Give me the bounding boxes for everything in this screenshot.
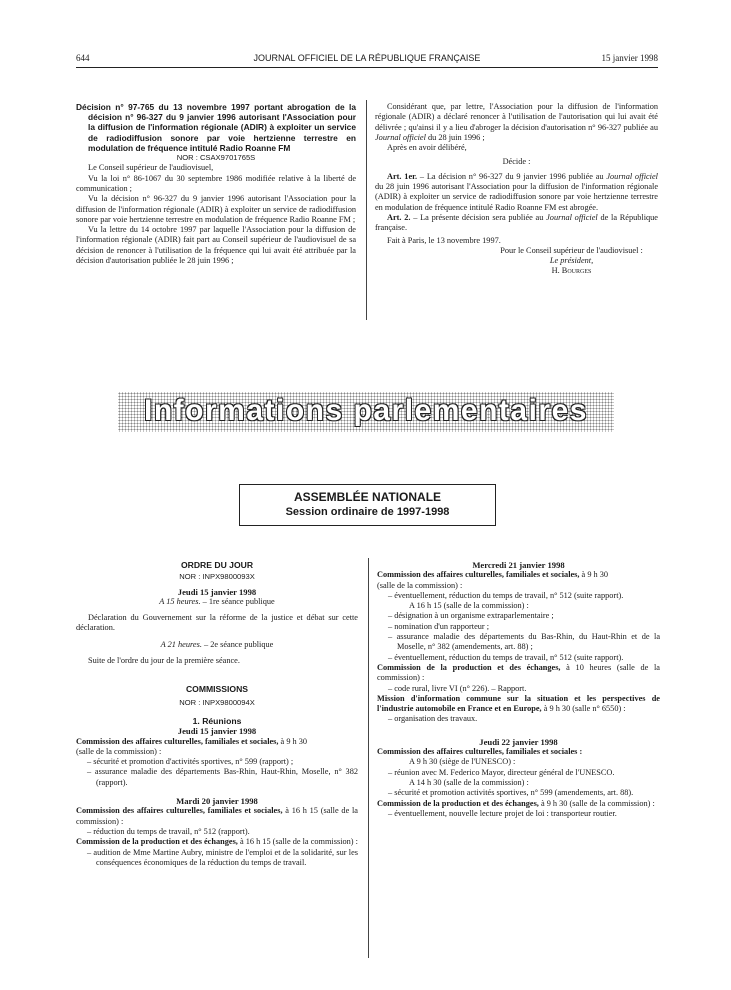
page-number: 644 <box>76 53 90 63</box>
commissions-day-1: Jeudi 15 janvier 1998 <box>177 726 257 737</box>
d4-item-2: – sécurité et promotion activités sportives, n° 599 (amendements, art. 88). <box>388 788 634 798</box>
decision-para-3: Vu la décision n° 96-327 du 9 janvier 1996 autorisant l'Association pour la diffusion de l'information régionale (ADIR) à exploiter un service de radiodiffusion sonore par voie hertzienne terrestre en modulation de fréquence Radio Roanne FM ; <box>76 194 356 224</box>
d4-commission-2: Commission de la production et des échanges, à 9 h 30 (salle de la commission) : <box>377 798 655 808</box>
page-header <box>76 53 658 67</box>
assemblee-nationale-box <box>239 484 496 526</box>
considerant: Considérant que, par lettre, l'Association pour la diffusion de l'information régionale (ADIR) a déclaré renoncer à l'utilisation de l'autorisation qui lui avait été délivrée ; qu'ainsi il y a lieu d'abroger la décision d'autorisation n° 96-327 publiée au Journal officiel du 28 juin 1996 ; <box>375 102 658 142</box>
ordre-day: Jeudi 15 janvier 1998 <box>177 586 257 597</box>
journal-title: JOURNAL OFFICIEL DE LA RÉPUBLIQUE FRANÇAISE <box>253 53 481 63</box>
d2-commission: Commission des affaires culturelles, familiales et sociales, à 16 h 15 (salle de la commission) : <box>76 806 358 826</box>
commissions-nor: NOR : INPX9800094X <box>179 697 255 707</box>
d2-item-1: – réduction du temps de travail, n° 512 (rapport). <box>87 826 250 836</box>
ordre-du-jour-heading: ORDRE DU JOUR <box>180 560 254 570</box>
decide: Décide : <box>502 157 531 167</box>
d2-commission-2: Commission de la production et des échanges, à 16 h 15 (salle de la commission) : <box>76 837 358 847</box>
reunions-heading: 1. Réunions <box>192 715 242 726</box>
commissions-day-4: Jeudi 22 janvier 1998 <box>479 736 558 747</box>
seance-1-text: Déclaration du Gouvernement sur la réforme de la justice et débat sur cette déclaration. <box>76 613 358 633</box>
d3-item-6: – code rural, livre VI (n° 226). – Rapport. <box>388 683 527 693</box>
d3-commission-2: Commission de la production et des échanges, à 10 heures (salle de la commission) : <box>377 662 660 683</box>
d3-sub: A 16 h 15 (salle de la commission) : <box>409 601 529 611</box>
d3-item-4: – assurance maladie des départements du Bas-Rhin, du Haut-Rhin et de la Moselle, n° 382 (amendements, art. 88) ; <box>388 632 660 652</box>
d4-item-3: – éventuellement, nouvelle lecture projet de loi : transporteur routier. <box>388 808 617 818</box>
column-divider-bottom <box>368 558 369 958</box>
decision-para-1: Le Conseil supérieur de l'audiovisuel, <box>88 163 214 173</box>
column-divider-top <box>366 100 367 320</box>
fait-a-paris: Fait à Paris, le 13 novembre 1997. <box>387 235 501 245</box>
d2-item-2: – audition de Mme Martine Aubry, ministre de l'emploi et de la solidarité, sur les conséquences économiques de la réduction du temps de travail. <box>87 847 358 867</box>
seance-1: A 15 heures. – 1re séance publique <box>159 596 275 606</box>
seance-2-text: Suite de l'ordre du jour de la première séance. <box>88 656 240 666</box>
pour-le-conseil: Pour le Conseil supérieur de l'audiovisuel : <box>500 245 643 255</box>
d3-item-5: – éventuellement, réduction du temps de travail, n° 512 (suite rapport). <box>388 652 624 662</box>
d4-sub-2: A 14 h 30 (salle de la commission) : <box>409 777 529 787</box>
signature: H. Bourges <box>551 266 592 276</box>
ordre-left-column <box>76 560 358 868</box>
article-1: Art. 1er. – La décision n° 96-327 du 9 janvier 1996 publiée au Journal officiel du 28 juin 1996 autorisant l'Association pour la diffusion de l'information régionale (ADIR) à exploiter un service de radiodiffusion sonore par voie hertzienne terrestre en modulation de fréquence intitulé Radio Roanne FM est abrogée. <box>375 171 658 212</box>
decision-left-column <box>76 102 356 266</box>
decision-nor: NOR : CSAX9701765S <box>176 153 256 163</box>
d3-mission: Mission d'information commune sur la situation et les perspectives de l'industrie automobile en France et en Europe, à 9 h 30 (salle n° 6550) : <box>377 693 660 714</box>
ordre-nor: NOR : INPX9800093X <box>179 572 255 582</box>
d3-commission: Commission des affaires culturelles, familiales et sociales, à 9 h 30 <box>377 570 609 580</box>
assemblee-title: ASSEMBLÉE NATIONALE <box>293 490 442 504</box>
decision-para-4: Vu la lettre du 14 octobre 1997 par laquelle l'Association pour la diffusion de l'information régionale (ADIR) fait part au Conseil supérieur de l'audiovisuel de sa décision de renoncer à l'utilisation de la fréquence qui lui avait été attribuée par la décision d'autorisation publiée le 28 juin 1996 ; <box>76 225 356 265</box>
issue-date: 15 janvier 1998 <box>601 53 658 63</box>
d1-room: (salle de la commission) : <box>76 746 162 756</box>
d1-item-2: – assurance maladie des départements Bas-Rhin, Haut-Rhin, Moselle, n° 382 (rapport). <box>87 767 358 787</box>
d4-sub-1: A 9 h 30 (siège de l'UNESCO) : <box>409 757 516 767</box>
d3-item-1: – éventuellement, réduction du temps de travail, n° 512 (suite rapport). <box>388 590 624 600</box>
session-title: Session ordinaire de 1997-1998 <box>285 506 450 518</box>
d3-room: (salle de la commission) : <box>377 580 463 590</box>
decision-title: Décision n° 97-765 du 13 novembre 1997 portant abrogation de la décision n° 96-327 du 9 janvier 1996 autorisant l'Association pour la diffusion de l'information régionale (ADIR) à exploiter un service de radiodiffusion sonore par voie hertzienne terrestre en modulation de fréquence intitulé Radio Roanne FM <box>76 102 356 153</box>
commissions-right-column <box>377 560 660 819</box>
commissions-day-2: Mardi 20 janvier 1998 <box>176 796 258 807</box>
d4-commission: Commission des affaires culturelles, familiales et sociales : <box>377 747 583 757</box>
commissions-day-3: Mercredi 21 janvier 1998 <box>472 560 565 570</box>
d4-item-1: – réunion avec M. Federico Mayor, directeur général de l'UNESCO. <box>388 767 615 777</box>
header-rule <box>76 67 658 68</box>
seance-2: A 21 heures. – 2e séance publique <box>160 639 274 649</box>
d3-item-2: – désignation à un organisme extraparlementaire ; <box>388 611 554 621</box>
informations-parlementaires-banner <box>118 392 614 432</box>
president-label: Le président, <box>549 256 594 266</box>
d3-item-7: – organisation des travaux. <box>388 714 478 724</box>
banner-title: Informations parlementaires <box>144 394 588 427</box>
article-2: Art. 2. – La présente décision sera publiée au Journal officiel de la République française. <box>375 212 658 233</box>
decision-right-column <box>375 102 658 277</box>
d3-item-3: – nomination d'un rapporteur ; <box>388 621 490 631</box>
apres-deliberation: Après en avoir délibéré, <box>387 143 467 153</box>
decision-para-2: Vu la loi n° 86-1067 du 30 septembre 1986 modifiée relative à la liberté de communication ; <box>76 173 356 193</box>
d1-commission: Commission des affaires culturelles, familiales et sociales, à 9 h 30 <box>76 736 308 746</box>
d1-item-1: – sécurité et promotion d'activités sportives, n° 599 (rapport) ; <box>87 757 294 767</box>
commissions-heading: COMMISSIONS <box>185 684 249 695</box>
